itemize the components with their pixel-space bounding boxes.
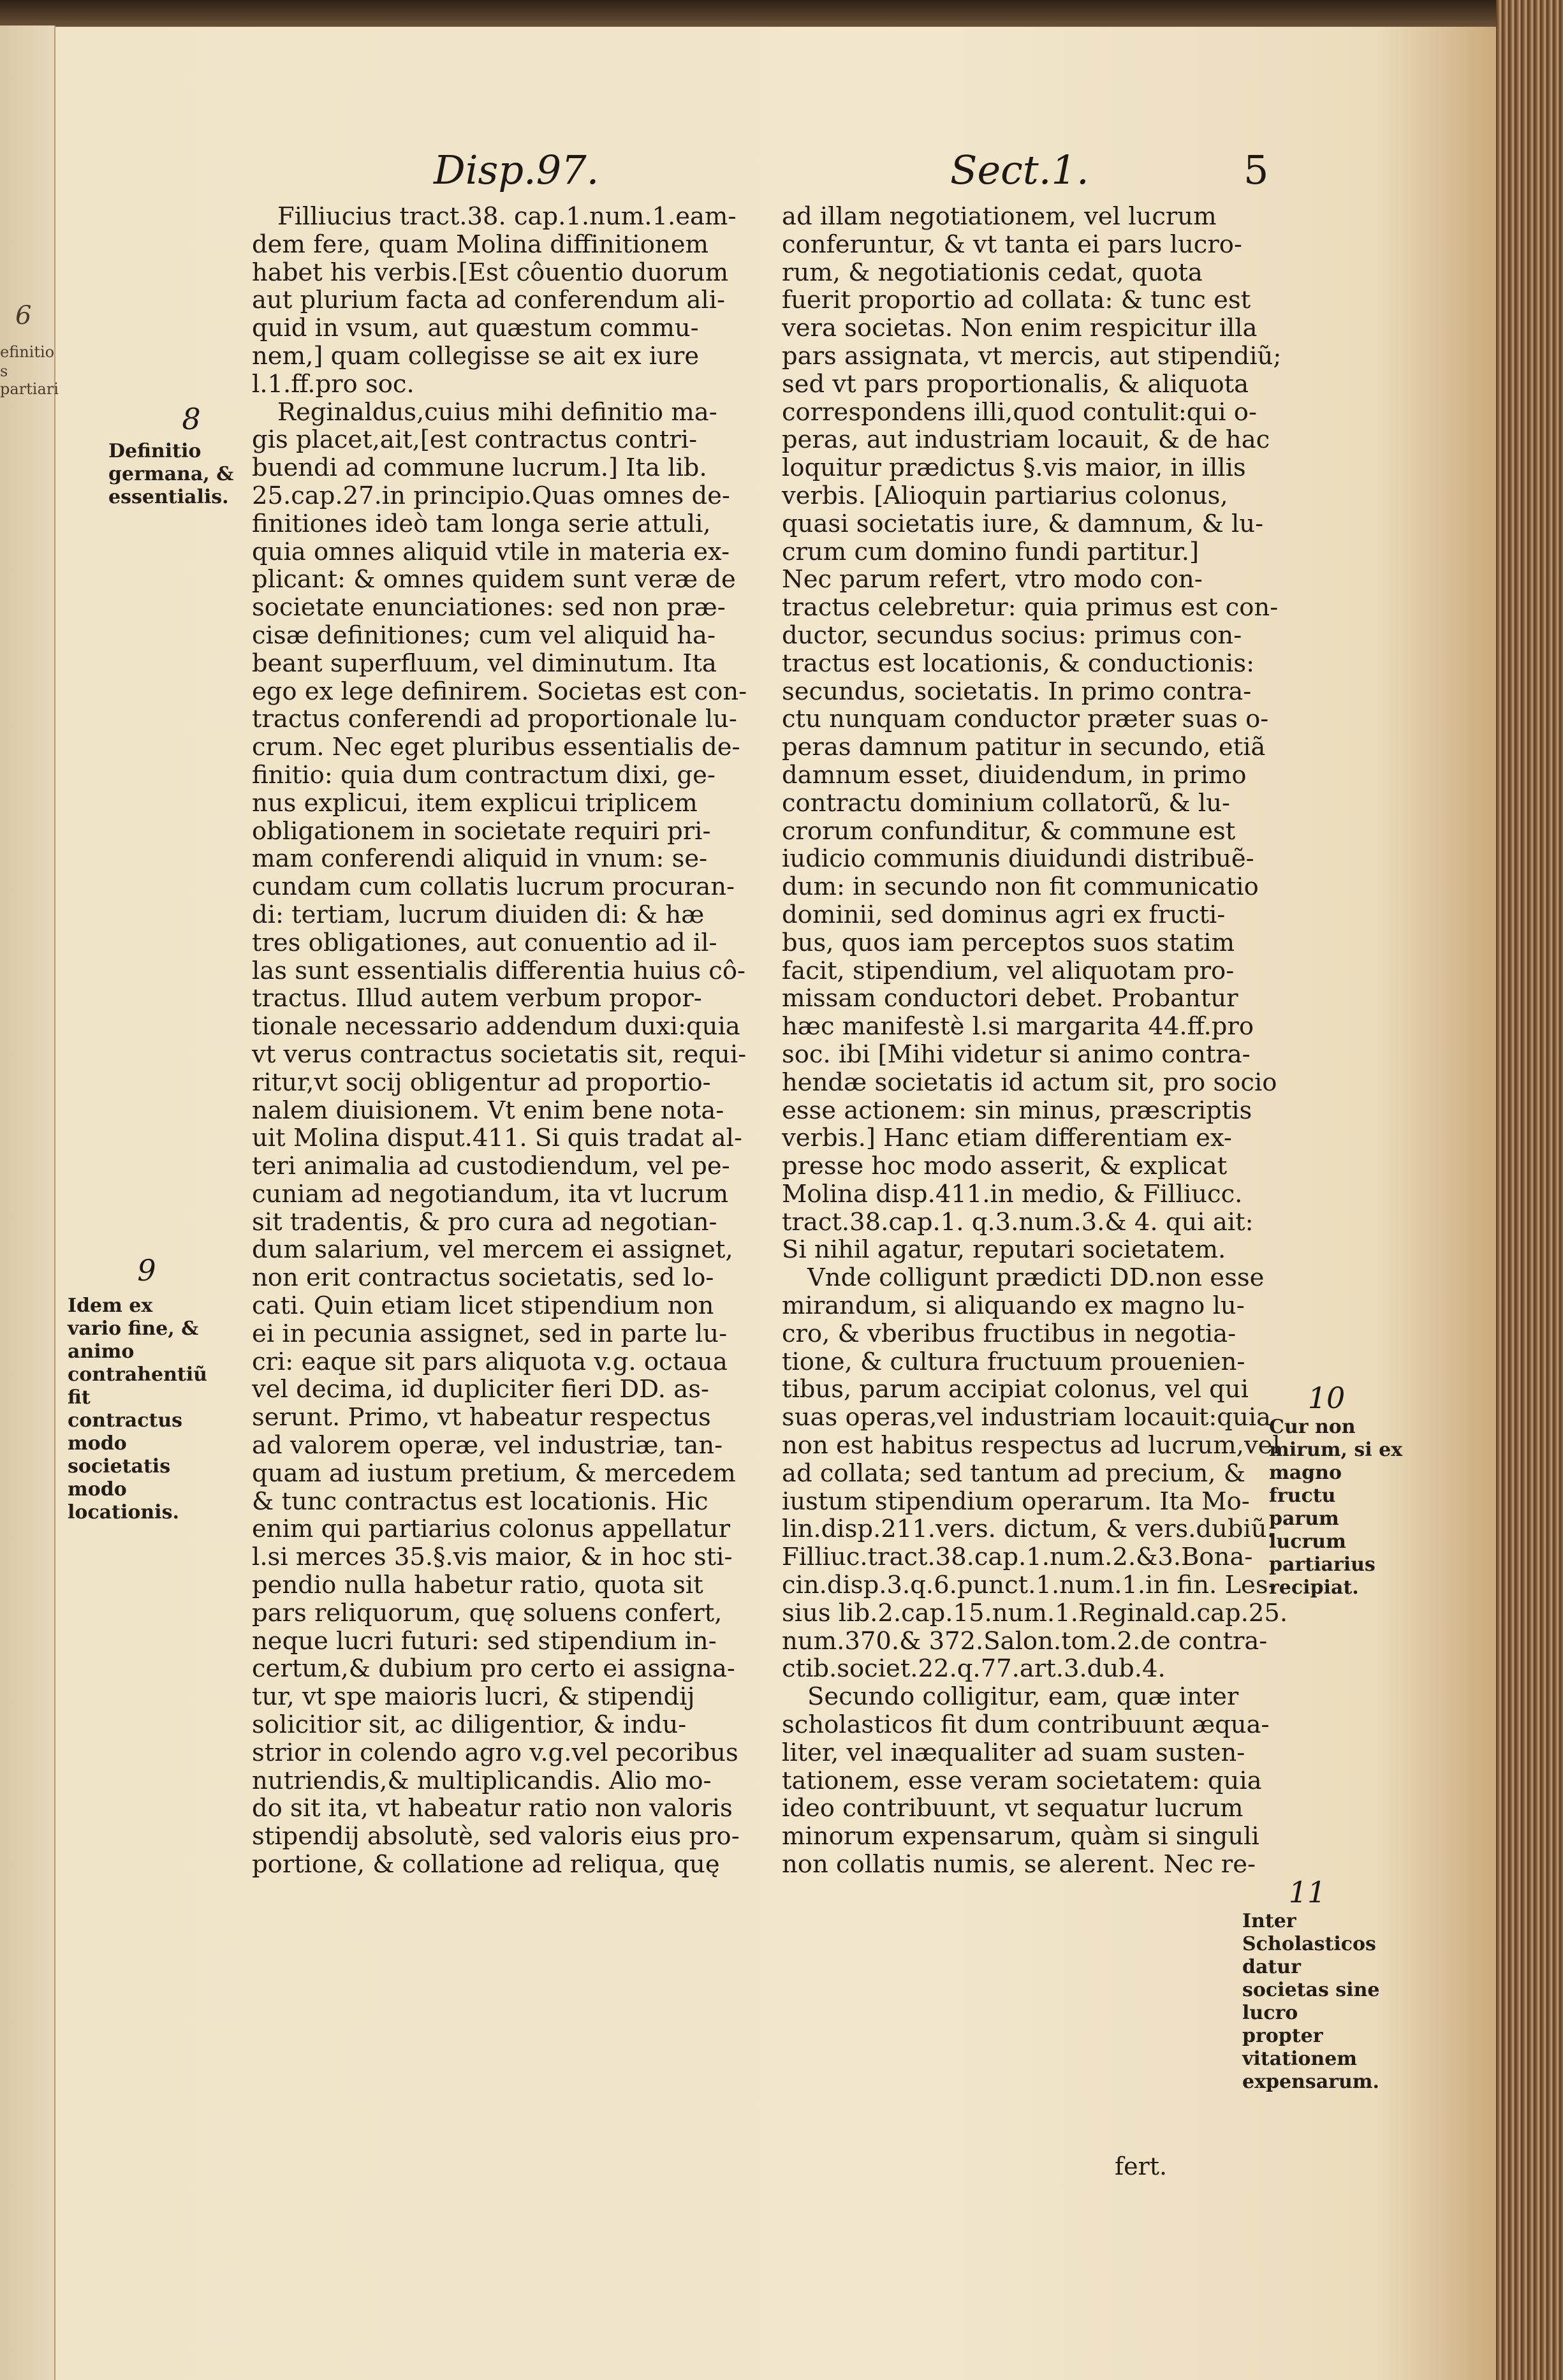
text-line: tationem, esse veram societatem: quia [782, 1766, 1262, 1795]
text-line: soc. ibi [Mihi videtur si animo contra- [782, 1039, 1251, 1069]
text-line: presse hoc modo asserit, & explicat [782, 1152, 1228, 1181]
text-line: ei in pecunia assignet, sed in parte lu- [252, 1319, 728, 1348]
text-line: fuerit proportio ad collata: & tunc est [782, 286, 1251, 315]
text-line: num.370.& 372.Salon.tom.2.de contra- [782, 1626, 1268, 1656]
text-line: Vnde colligunt prædicti DD.non esse [807, 1263, 1265, 1293]
text-line: cin.disp.3.q.6.punct.1.num.1.in fin. Les- [782, 1571, 1277, 1600]
text-line: ductor, secundus socius: primus con- [782, 621, 1242, 650]
text-line: Reginaldus,cuius mihi definitio ma- [277, 397, 717, 427]
text-line: pars assignata, vt mercis, aut stipendiũ; [782, 341, 1282, 371]
text-line: tibus, parum accipiat colonus, vel qui [782, 1375, 1249, 1404]
text-line: l.si merces 35.§.vis maior, & in hoc sti- [252, 1543, 733, 1572]
text-line: tionale necessario addendum duxi:quia [252, 1012, 740, 1041]
text-line: scholasticos fit dum contribuunt æqua- [782, 1710, 1270, 1740]
text-line: finitiones ideò tam longa serie attuli, [252, 509, 711, 538]
text-line: tractus. Illud autem verbum propor- [252, 984, 702, 1013]
text-line: loquitur prædictus §.vis maior, in illis [782, 453, 1246, 483]
text-line: Secundo colligitur, eam, quæ inter [807, 1682, 1239, 1712]
top-edge [0, 0, 1563, 27]
text-line: quid in vsum, aut quæstum commu- [252, 314, 699, 343]
text-line: di: tertiam, lucrum diuiden di: & hæ [252, 900, 705, 929]
text-line: obligationem in societate requiri pri- [252, 816, 711, 846]
text-line: vera societas. Non enim respicitur illa [782, 314, 1258, 343]
prev-page-fragment: s partiari [0, 362, 59, 398]
text-line: esse actionem: sin minus, præscriptis [782, 1096, 1252, 1125]
text-line: Si nihil agatur, reputari societatem. [782, 1235, 1226, 1265]
text-line: sit tradentis, & pro cura ad negotian- [252, 1207, 717, 1237]
text-line: Molina disp.411.in medio, & Filliucc. [782, 1179, 1243, 1208]
margin-note: Inter Scholasticos datur societas sine lucro propter vitationem expensarum. [1242, 1910, 1380, 2093]
text-line: ideo contribuunt, vt sequatur lucrum [782, 1794, 1244, 1823]
text-line: 25.cap.27.in principio.Quas omnes de- [252, 481, 730, 510]
text-line: serunt. Primo, vt habeatur respectus [252, 1403, 711, 1432]
text-line: peras, aut industriam locauit, & de hac [782, 425, 1270, 455]
text-line: ad valorem operæ, vel industriæ, tan- [252, 1431, 723, 1460]
text-line: beant superfluum, vel diminutum. Ita [252, 649, 717, 678]
text-line: stipendij absolutè, sed valoris eius pro- [252, 1822, 740, 1851]
text-line: teri animalia ad custodiendum, vel pe- [252, 1152, 730, 1181]
text-line: buendi ad commune lucrum.] Ita lib. [252, 453, 707, 483]
margin-number: 11 [1288, 1875, 1326, 1909]
text-line: certum,& dubium pro certo ei assigna- [252, 1654, 735, 1684]
text-line: damnum esset, diuidendum, in primo [782, 760, 1247, 790]
text-line: dum: in secundo non fit communicatio [782, 872, 1259, 902]
text-line: ritur,vt socij obligentur ad proportio- [252, 1068, 711, 1097]
text-line: cro, & vberibus fructibus in negotia- [782, 1319, 1236, 1348]
text-line: lin.disp.211.vers. dictum, & vers.dubiũ. [782, 1515, 1275, 1544]
text-line: pars reliquorum, quę soluens confert, [252, 1598, 723, 1627]
text-line: quia omnes aliquid vtile in materia ex- [252, 537, 730, 566]
text-line: societate enunciationes: sed non præ- [252, 593, 726, 622]
text-line: dum salarium, vel mercem ei assignet, [252, 1235, 733, 1265]
text-line: dominii, sed dominus agri ex fructi- [782, 900, 1226, 929]
text-line: cundam cum collatis lucrum procuran- [252, 872, 735, 902]
text-line: vt verus contractus societatis sit, requi- [252, 1039, 747, 1069]
text-line: cisæ definitiones; cum vel aliquid ha- [252, 621, 715, 650]
text-line: aut plurium facta ad conferendum ali- [252, 286, 726, 315]
text-line: peras damnum patitur in secundo, etiã [782, 733, 1266, 762]
text-line: pendio nulla habetur ratio, quota sit [252, 1571, 703, 1600]
margin-note: Cur non mirum, si ex magno fructu parum lucrum partiarius recipiat. [1269, 1416, 1403, 1599]
text-line: rum, & negotiationis cedat, quota [782, 258, 1203, 287]
page-number: 5 [1244, 147, 1269, 193]
text-line: crum cum domino fundi partitur.] [782, 537, 1199, 566]
prev-page-number: 6 [15, 301, 32, 330]
previous-page-sliver [0, 26, 59, 2380]
margin-number: 9 [137, 1253, 156, 1288]
text-line: facit, stipendium, vel aliquotam pro- [782, 956, 1235, 985]
book-fore-edge [1496, 0, 1563, 2380]
text-line: tract.38.cap.1. q.3.num.3.& 4. qui ait: [782, 1207, 1254, 1237]
text-line: ctu nunquam conductor præter suas o- [782, 705, 1269, 734]
text-line: quasi societatis iure, & damnum, & lu- [782, 509, 1264, 538]
text-line: Filliucius tract.38. cap.1.num.1.eam- [277, 202, 737, 231]
text-line: ctib.societ.22.q.77.art.3.dub.4. [782, 1654, 1166, 1684]
prev-page-fragment: efinitio [0, 343, 55, 361]
text-line: cri: eaque sit pars aliquota v.g. octaua [252, 1347, 728, 1376]
text-line: tione, & cultura fructuum prouenien- [782, 1347, 1245, 1376]
margin-number: 10 [1307, 1381, 1346, 1415]
text-line: nalem diuisionem. Vt enim bene nota- [252, 1096, 724, 1125]
text-line: contractu dominium collatorũ, & lu- [782, 788, 1231, 818]
text-line: suas operas,vel industriam locauit:quia [782, 1403, 1272, 1432]
text-line: ad collata; sed tantum ad precium, & [782, 1458, 1246, 1488]
text-column-left [252, 203, 775, 1879]
text-line: uit Molina disput.411. Si quis tradat al- [252, 1124, 742, 1153]
text-line: cuniam ad negotiandum, ita vt lucrum [252, 1179, 729, 1208]
text-line: tur, vt spe maioris lucri, & stipendij [252, 1682, 695, 1712]
text-line: ego ex lege definirem. Societas est con- [252, 677, 747, 706]
text-line: strior in colendo agro v.g.vel pecoribus [252, 1738, 738, 1767]
text-line: conferuntur, & vt tanta ei pars lucro- [782, 230, 1242, 259]
text-line: hendæ societatis id actum sit, pro socio [782, 1068, 1277, 1097]
running-head [191, 147, 1326, 204]
text-line: habet his verbis.[Est côuentio duorum [252, 258, 729, 287]
text-line: finitio: quia dum contractum dixi, ge- [252, 760, 715, 790]
text-line: nem,] quam collegisse se ait ex iure [252, 341, 700, 371]
text-line: mam conferendi aliquid in vnum: se- [252, 844, 708, 874]
text-line: & tunc contractus est locationis. Hic [252, 1487, 708, 1516]
text-line: crum. Nec eget pluribus essentialis de- [252, 733, 740, 762]
text-line: nutriendis,& multiplicandis. Alio mo- [252, 1766, 712, 1795]
text-line: tractus celebretur: quia primus est con- [782, 593, 1279, 622]
text-line: non est habitus respectus ad lucrum,vel [782, 1431, 1280, 1460]
text-line: neque lucri futuri: sed stipendium in- [252, 1626, 717, 1656]
text-line: cati. Quin etiam licet stipendium non [252, 1291, 714, 1321]
text-line: verbis. [Alioquin partiarius colonus, [782, 481, 1228, 510]
text-line: portione, & collatione ad reliqua, quę [252, 1850, 720, 1879]
text-line: l.1.ff.pro soc. [252, 369, 415, 399]
text-line: iudicio communis diuidundi distribuẽ- [782, 844, 1254, 874]
text-line: gis placet,ait,[est contractus contri- [252, 425, 698, 455]
text-line: liter, vel inæqualiter ad suam susten- [782, 1738, 1245, 1767]
margin-number: 8 [182, 402, 201, 436]
catchword: fert. [1115, 2152, 1168, 2180]
text-line: minorum expensarum, quàm si singuli [782, 1822, 1259, 1851]
text-line: Filliuc.tract.38.cap.1.num.2.&3.Bona- [782, 1543, 1253, 1572]
text-line: non collatis numis, se alerent. Nec re- [782, 1850, 1256, 1879]
text-line: sius lib.2.cap.15.num.1.Reginald.cap.25. [782, 1598, 1288, 1627]
text-line: do sit ita, vt habeatur ratio non valoris [252, 1794, 733, 1823]
text-line: nus explicui, item explicui triplicem [252, 788, 698, 818]
text-line: non erit contractus societatis, sed lo- [252, 1263, 714, 1293]
text-line: correspondens illi,quod contulit:qui o- [782, 397, 1257, 427]
text-line: plicant: & omnes quidem sunt veræ de [252, 565, 736, 594]
running-head-section: Sect.1. [950, 147, 1089, 193]
text-line: las sunt essentialis differentia huius cô- [252, 956, 746, 985]
text-line: tractus est locationis, & conductionis: [782, 649, 1255, 678]
margin-note: Idem ex vario fine, & animo contrahentiũ fit contractus modo societatis modo locationis. [68, 1295, 207, 1524]
margin-note: Definitio germana, & essentialis. [108, 440, 234, 508]
text-line: solicitior sit, ac diligentior, & indu- [252, 1710, 687, 1740]
text-line: dem fere, quam Molina diffinitionem [252, 230, 709, 259]
running-head-disputation: Disp.97. [434, 147, 599, 193]
text-line: Nec parum refert, vtro modo con- [782, 565, 1203, 594]
text-line: missam conductori debet. Probantur [782, 984, 1238, 1013]
text-line: verbis.] Hanc etiam differentiam ex- [782, 1124, 1232, 1153]
text-line: ad illam negotiationem, vel lucrum [782, 202, 1217, 231]
text-line: bus, quos iam perceptos suos statim [782, 928, 1235, 957]
text-column-right [782, 203, 1305, 1879]
text-line: mirandum, si aliquando ex magno lu- [782, 1291, 1245, 1321]
text-line: tractus conferendi ad proportionale lu- [252, 705, 737, 734]
text-line: iustum stipendium operarum. Ita Mo- [782, 1487, 1250, 1516]
text-line: enim qui partiarius colonus appellatur [252, 1515, 730, 1544]
text-line: quam ad iustum pretium, & mercedem [252, 1458, 736, 1488]
text-line: tres obligationes, aut conuentio ad il- [252, 928, 717, 957]
text-line: vel decima, id dupliciter fieri DD. as- [252, 1375, 709, 1404]
text-line: hæc manifestè l.si margarita 44.ff.pro [782, 1012, 1254, 1041]
text-line: crorum confunditur, & commune est [782, 816, 1236, 846]
text-line: secundus, societatis. In primo contra- [782, 677, 1252, 706]
text-line: sed vt pars proportionalis, & aliquota [782, 369, 1249, 399]
